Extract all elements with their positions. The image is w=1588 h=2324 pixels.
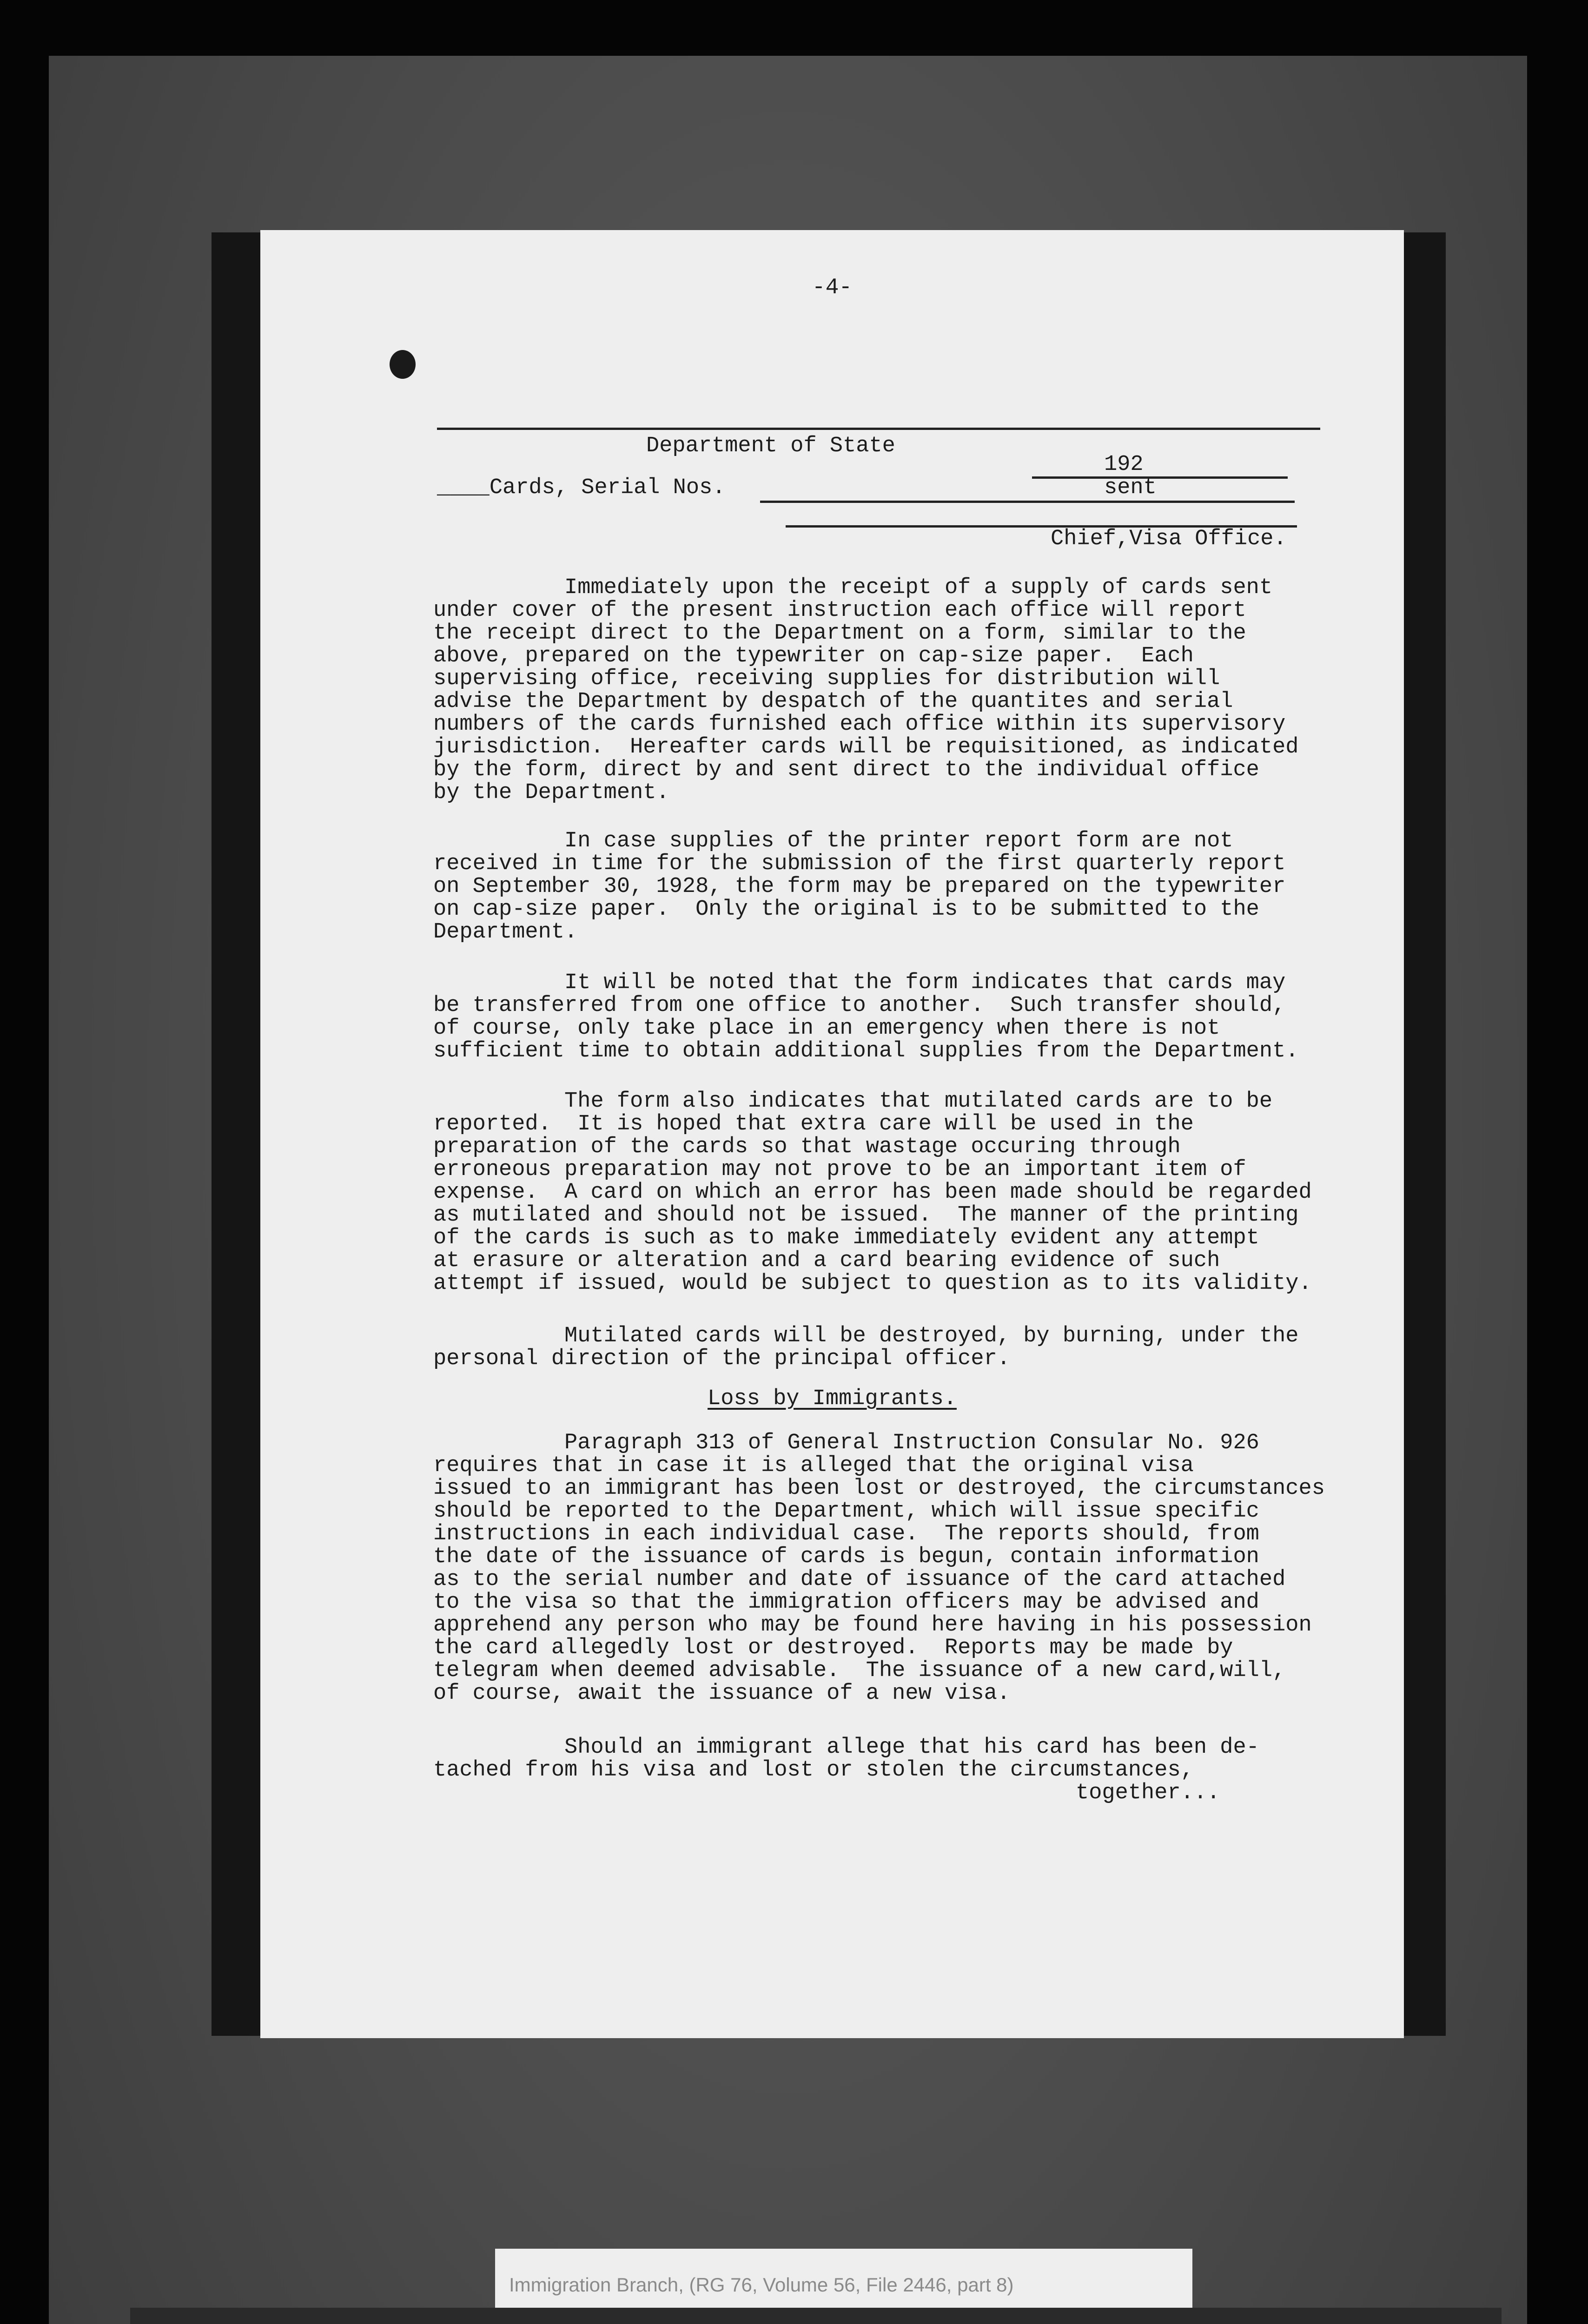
punch-hole — [390, 350, 416, 379]
form-cards-label: ____Cards, Serial Nos. — [437, 475, 726, 500]
paragraph-mutilated: The form also indicates that mutilated cards are to be reported. It is hoped that extra care will be used in the preparation of the cards so that wastage occuring through erroneous preparation may not prove to be an important item of expense. A card on which an error has been made should be regarded as mutilated and should not be issued. The manner of the printing of the cards is such as to make immediately evident any attempt at erasure or alteration and a card bearing evidence of such attempt if issued, would be subject to question as to its validity. — [433, 1089, 1312, 1296]
section-heading — [260, 1387, 1404, 1410]
reference-slip: Immigration Branch, (RG 76, Volume 56, File 2446, part 8) — [495, 2249, 1192, 2321]
paragraph-destroyed: Mutilated cards will be destroyed, by burning, under the personal direction of the principal officer. — [433, 1324, 1299, 1371]
form-number: 192 — [1104, 452, 1144, 477]
paragraph-loss: Paragraph 313 of General Instruction Consular No. 926 requires that in case it is alleged that the original visa issued to an immigrant has been lost or destroyed, the circumstances should be reported to the Department, which will issue specific instructions in each individual case. The reports should, from the date of the issuance of cards is begun, contain information as to the serial number and date of issuance of the card attached to the visa so that the immigration officers may be advised and apprehend any person who may be found here having in his possession the card allegedly lost or destroyed. Reports may be made by telegram when deemed advisable. The issuance of a new card,will, of course, await the issuance of a new visa. — [433, 1431, 1325, 1706]
form-chief: Chief,Visa Office. — [1051, 527, 1287, 551]
paragraph-detached: Should an immigrant allege that his card has been de- tached from his visa and lost or stolen the circumstances, together... — [433, 1735, 1259, 1805]
paragraph-receipt: Immediately upon the receipt of a supply of cards sent under cover of the present instruction each office will report the receipt direct to the Department on a form, similar to the above, prepared on the typewriter on cap-size paper. Each supervising office, receiving supplies for distribution will advise the Department by despatch of the quantites and serial numbers of the cards furnished each office within its supervisory jurisdiction. Hereafter cards will be requisitioned, as indicated by the form, direct by and sent direct to the individual office by the Department. — [433, 575, 1299, 805]
form-number-rule — [1032, 476, 1288, 479]
paragraph-transfer: It will be noted that the form indicates that cards may be transferred from one office to another. Such transfer should, of course, only take place in an emergency when there is not sufficient time to obtain additional supplies from the Department. — [433, 971, 1299, 1063]
paragraph-printer-form: In case supplies of the printer report form are not received in time for the submission of the first quarterly report on September 30, 1928, the form may be prepared on the typewriter on cap-size paper. Only the original is to be submitted to the Department. — [433, 829, 1286, 944]
section-heading-text: Loss by Immigrants. — [708, 1386, 957, 1411]
form-sent: sent — [1104, 475, 1157, 500]
page-number: -4- — [812, 275, 853, 300]
document-page — [260, 230, 1404, 2038]
archive-card-shadow — [130, 2308, 1502, 2324]
form-top-rule — [437, 428, 1320, 430]
form-department: Department of State — [646, 434, 895, 458]
form-sent-rule — [760, 501, 1295, 503]
